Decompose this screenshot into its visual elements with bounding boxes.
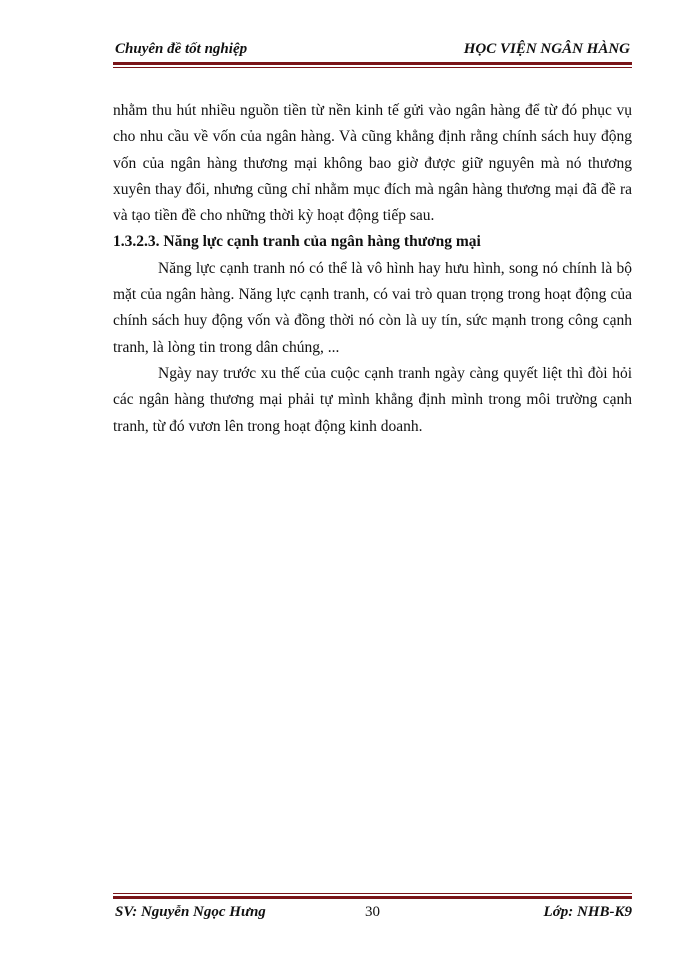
page-header [113, 38, 630, 60]
header-title: Chuyên đề tốt nghiệp [115, 41, 248, 57]
footer-class: Lớp: NHB-K9 [543, 904, 632, 920]
footer-rule-thin [113, 893, 632, 894]
footer-rule-thick [113, 896, 632, 899]
header-rule-thick [113, 62, 632, 65]
paragraph-continuation: nhằm thu hút nhiều nguồn tiền từ nền kinh tế gửi vào ngân hàng để từ đó phục vụ cho nhu cầu về vốn của ngân hàng. Và cũng khẳng định rằng chính sách huy động vốn của ngân hàng thương mại không bao giờ được giữ nguyên mà nó thương xuyên thay đổi, nhưng cũng chỉ nhằm mục đích mà ngân hàng thương mại đã đề ra và tạo tiền đề cho những thời kỳ hoạt động tiếp sau. [113, 102, 632, 225]
paragraph-trend: Ngày nay trước xu thế của cuộc cạnh tranh ngày càng quyết liệt thì đòi hỏi các ngân hàng thương mại phải tự mình khẳng định mình trong môi trường cạnh tranh, từ đó vươn lên trong hoạt động kinh doanh. [113, 364, 632, 435]
section-heading: 1.3.2.3. Năng lực cạnh tranh của ngân hàng thương mại [113, 233, 481, 251]
page-number: 30 [365, 904, 380, 920]
page-body [113, 98, 632, 440]
header-rule-thin [113, 67, 632, 68]
header-institution: HỌC VIỆN NGÂN HÀNG [463, 41, 630, 57]
footer-student: SV: Nguyễn Ngọc Hưng [115, 904, 266, 920]
paragraph-competitiveness: Năng lực cạnh tranh nó có thể là vô hình hay hưu hình, song nó chính là bộ mặt của ngân hàng. Năng lực cạnh tranh, có vai trò quan trọng trong hoạt động của chính sách huy động vốn và đồng thời nó còn là uy tín, sức mạnh trong công cạnh tranh, là lòng tin trong dân chúng, ... [113, 259, 632, 356]
page-footer [113, 902, 632, 926]
